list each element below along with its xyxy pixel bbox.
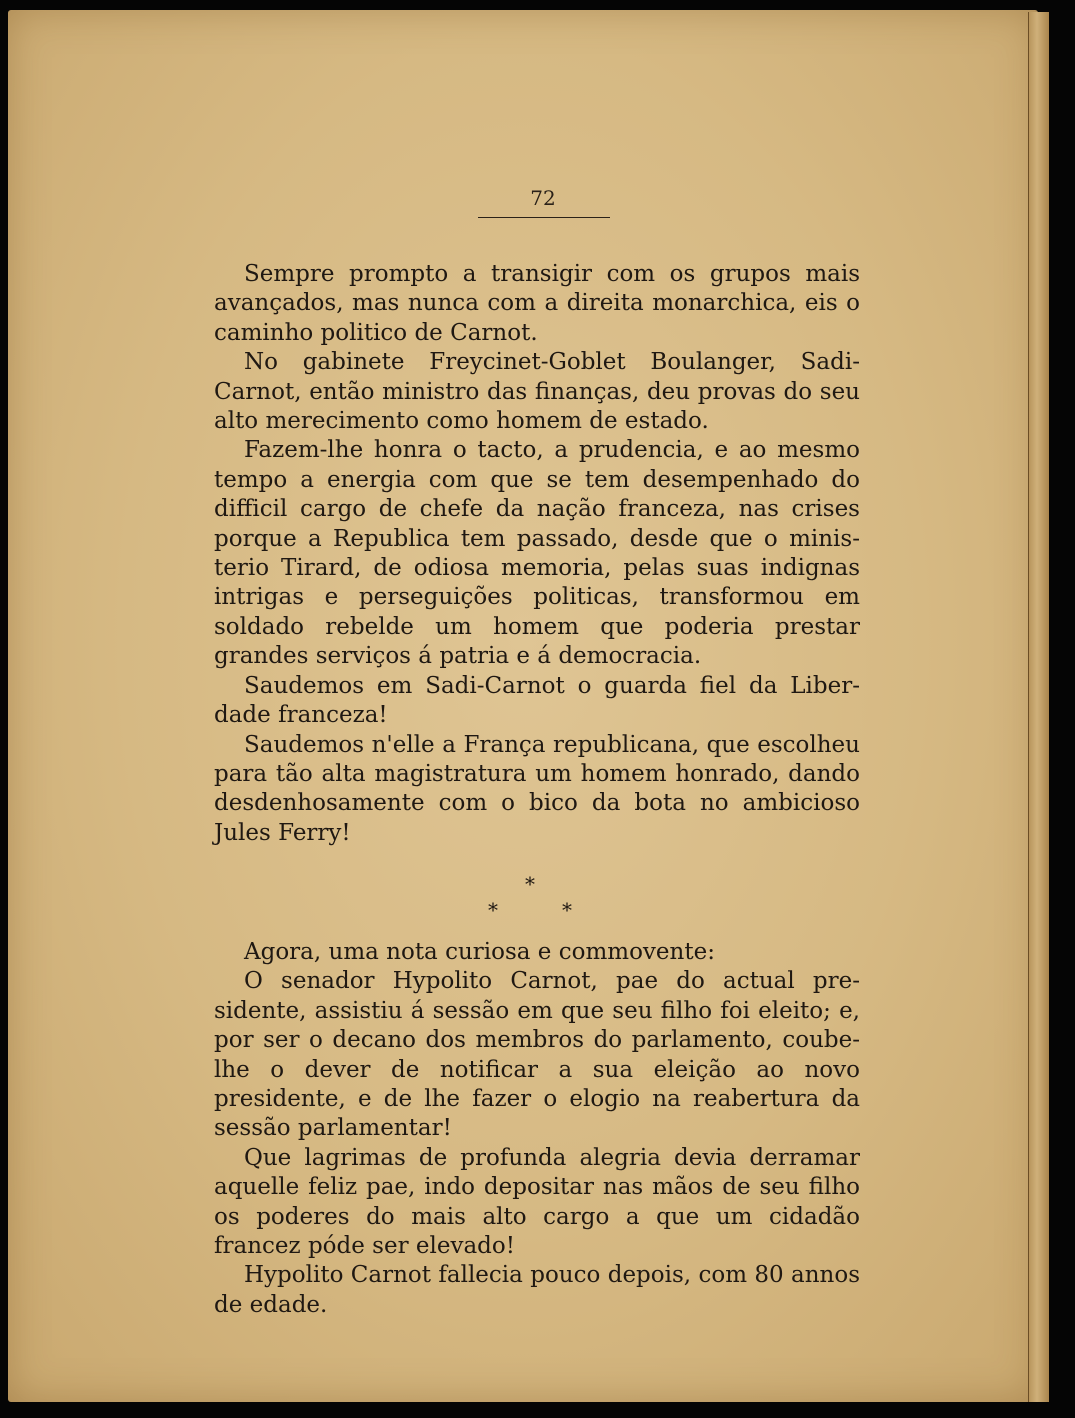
- asterism-separator: [470, 872, 600, 922]
- paragraph: Fazem-lhe honra o tacto, a prudencia, e ao mesmo tempo a energia com que se tem desempenhado do difficil cargo de chefe da nação franceza, nas crises porque a Republica tem passado, desde que o ministerio Tirard, de odiosa memoria, pelas suas indignas intrigas e perseguições politicas, transformou em soldado rebelde um homem que poderia prestar grandes serviços á patria e á democracia.: [214, 437, 860, 670]
- asterisk-icon: *: [525, 872, 535, 896]
- asterisk-icon: *: [488, 898, 498, 922]
- asterisk-icon: *: [562, 898, 572, 922]
- paragraph: O senador Hypolito Carnot, pae do actual presidente, assistiu á sessão em que seu filho foi eleito; e, por ser o decano dos membros do parlamento, coube-lhe o dever de notificar a sua eleição ao novo presidente, e de lhe fazer o elogio na reabertura da sessão parlamentar!: [214, 968, 860, 1142]
- paragraph: Saudemos em Sadi-Carnot o guarda fiel da Liberdade franceza!: [214, 672, 860, 729]
- header-rule: [478, 217, 610, 218]
- book-spine-edge: [1028, 12, 1049, 1402]
- paragraph: Agora, uma nota curiosa e commovente:: [244, 939, 715, 965]
- body-text-section-1: [214, 260, 860, 848]
- paragraph: No gabinete Freycinet-Goblet Boulanger, Sadi-Carnot, então ministro das finanças, deu provas do seu alto merecimento como homem de estado.: [214, 349, 860, 435]
- body-text-section-2: [214, 938, 860, 1320]
- paragraph: Sempre prompto a transigir com os grupos mais avançados, mas nunca com a direita monarchica, eis o caminho politico de Carnot.: [214, 261, 860, 346]
- page-number: 72: [530, 186, 556, 210]
- paragraph: Que lagrimas de profunda alegria devia derramar aquelle feliz pae, indo depositar nas mãos de seu filho os poderes do mais alto cargo a que um cidadão francez póde ser elevado!: [214, 1144, 860, 1260]
- paragraph: Saudemos n'elle a França republicana, que escolheu para tão alta magistratura um homem honrado, dando desdenhosamente com o bico da bota no ambicioso Jules Ferry!: [214, 731, 860, 846]
- paragraph: Hypolito Carnot fallecia pouco depois, com 80 annos de edade.: [214, 1262, 860, 1318]
